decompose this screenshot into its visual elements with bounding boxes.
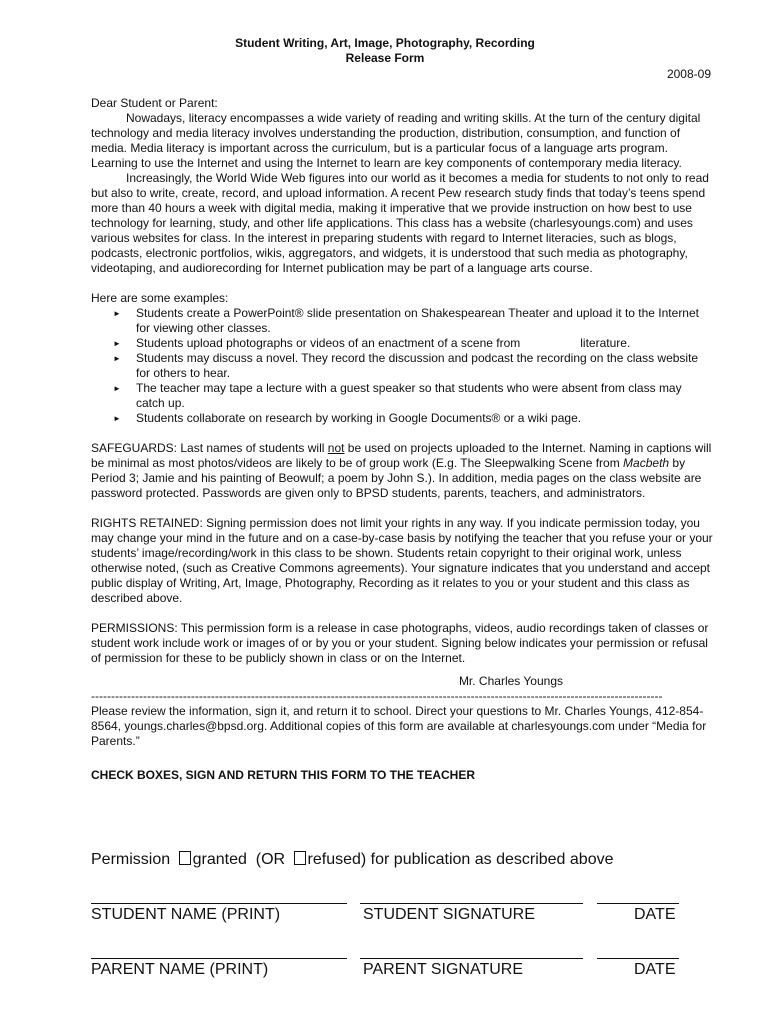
student-signature-label: STUDENT SIGNATURE — [363, 906, 535, 923]
list-item: ► Students collaborate on research by working in Google Documents® or a wiki page. — [113, 411, 582, 425]
bullet-icon: ► — [113, 414, 121, 423]
examples-list — [91, 306, 713, 426]
school-year: 2008-09 — [666, 67, 711, 81]
permissions-paragraph: PERMISSIONS: This permission form is a release in case photographs, videos, audio recordings taken of classes or student work include work or images of or by you or your student. Signing below indicates your permission or refusal of permission for these to be publicly shown in class or on the Internet. — [91, 621, 709, 665]
teacher-signature-name: Mr. Charles Youngs — [458, 674, 563, 688]
parent-date-label: DATE — [634, 961, 676, 978]
parent-signature-field[interactable] — [360, 958, 583, 959]
check-boxes-heading: CHECK BOXES, SIGN AND RETURN THIS FORM TO THE TEACHER — [91, 768, 476, 782]
safeguards-paragraph: SAFEGUARDS: Last names of students will not be used on projects uploaded to the Internet. Naming in captions will be minimal as most photos/videos are likely to be of group work (E.g. The Sleepwalking Scene from Macbeth by Period 3; Jamie and his painting of Beowulf; a poem by John S.). In addition, media pages on the class website are password protected. Passwords are given only to BPSD students, parents, teachers, and administrators. — [91, 441, 712, 500]
form-title-line1: Student Writing, Art, Image, Photography, Recording — [235, 36, 535, 50]
bullet-icon: ► — [113, 384, 121, 393]
student-date-field[interactable] — [597, 903, 679, 904]
letter-body — [91, 96, 713, 783]
list-item: ► Students upload photographs or videos of an enactment of a scene from literature. — [113, 336, 631, 350]
paragraph-literacy: Nowadays, literacy encompasses a wide variety of reading and writing skills. At the turn of the century digital technology and media literacy involves understanding the production, distribution, consumption, and function of media. Media literacy is important across the curriculum, but is a particular focus of a language arts program. Learning to use the Internet and using the Internet to learn are key components of contemporary media literacy. — [91, 111, 701, 170]
permission-line: Permission granted (OR refused) for publication as described above — [91, 851, 614, 868]
bullet-icon: ► — [113, 339, 121, 348]
list-item: ► The teacher may tape a lecture with a guest speaker so that students who were absent from class may catch up. — [113, 381, 682, 410]
rights-paragraph: RIGHTS RETAINED: Signing permission does not limit your rights in any way. If you indicate permission today, you may change your mind in the future and on a case-by-case basis by notifying the teacher that you refuse your or your students’ image/recording/work in this class to be shown. Students retain copyright to their original work, unless otherwise noted, (such as Creative Commons agreements). Your signature indicates that you understand and accept public display of Writing, Art, Image, Photography, Recording as it relates to you or your student and this class as described above. — [91, 516, 713, 605]
student-date-label: DATE — [634, 906, 676, 923]
parent-name-label: PARENT NAME (PRINT) — [91, 961, 269, 978]
salutation: Dear Student or Parent: — [91, 96, 218, 110]
bullet-icon: ► — [113, 309, 121, 318]
list-item: ► Students may discuss a novel. They record the discussion and podcast the recording on the class website for others to hear. — [113, 351, 699, 380]
instructions-paragraph: Please review the information, sign it, and return it to school. Direct your questions to Mr. Charles Youngs, 412-854-8564, youngs.charles@bpsd.org. Additional copies of this form are available at charlesyoungs.com under “Media for Parents.” — [91, 704, 707, 748]
refused-checkbox[interactable] — [294, 851, 306, 865]
parent-signature-label: PARENT SIGNATURE — [363, 961, 524, 978]
student-name-field[interactable] — [91, 903, 347, 904]
form-title-line2: Release Form — [345, 51, 425, 65]
parent-name-field[interactable] — [91, 958, 347, 959]
parent-date-field[interactable] — [597, 958, 679, 959]
granted-checkbox[interactable] — [179, 851, 191, 865]
cut-line: ----------------------------------------------------------------------------------------------------------------------------------------------- — [91, 689, 663, 703]
list-item: ► Students create a PowerPoint® slide presentation on Shakespearean Theater and upload it to the Internet for viewing other classes. — [113, 306, 699, 335]
paragraph-web: Increasingly, the World Wide Web figures into our world as it becomes a media for students to not only to read but also to write, create, record, and upload information. A recent Pew research study finds that today’s teens spend more than 40 hours a week with digital media, making it imperative that we provide instruction on how best to use technology for learning, study, and other life applications. This class has a website (charlesyoungs.com) and uses various websites for class. In the interest in preparing students with regard to Internet literacies, such as blogs, podcasts, electronic portfolios, wikis, aggregators, and widgets, it is understood that such media as photography, videotaping, and audiorecording for Internet publication may be part of a language arts course. — [91, 171, 709, 275]
examples-intro: Here are some examples: — [91, 291, 229, 305]
student-name-label: STUDENT NAME (PRINT) — [91, 906, 281, 923]
student-signature-field[interactable] — [360, 903, 583, 904]
bullet-icon: ► — [113, 354, 121, 363]
